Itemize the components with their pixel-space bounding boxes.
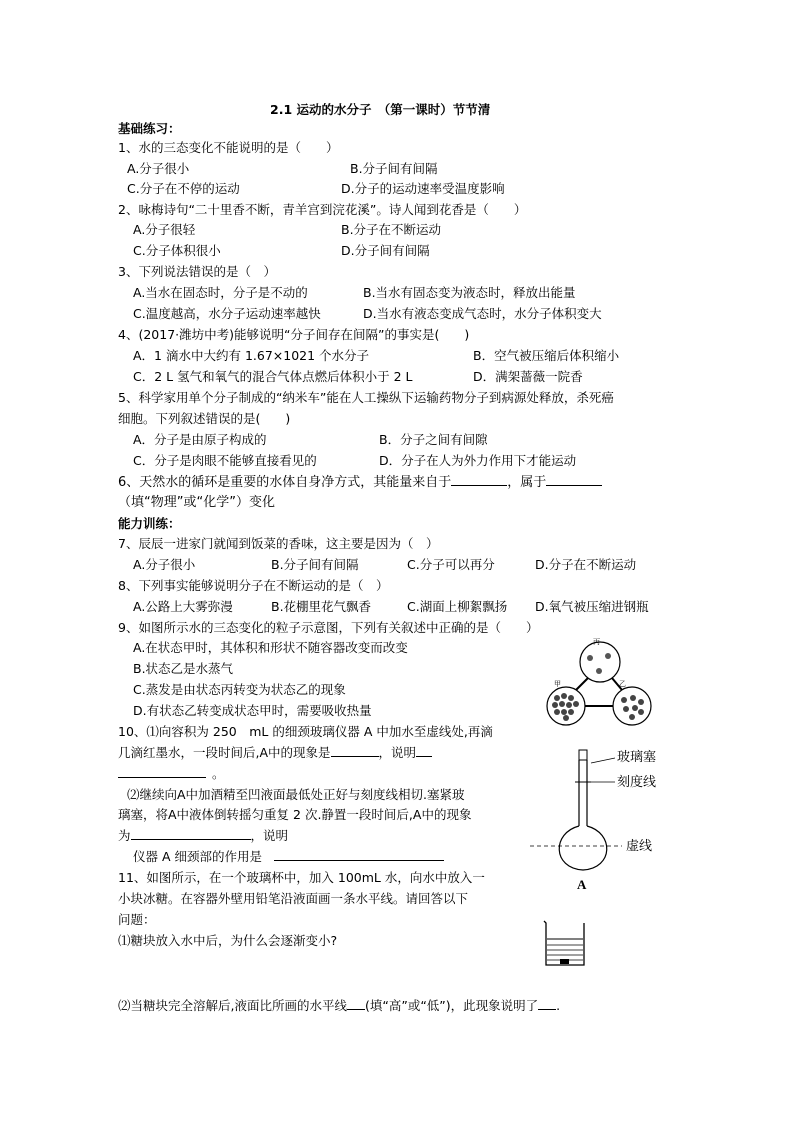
- q1-option-c: C.分子在不停的运动: [127, 181, 240, 196]
- q7-option-a: A.分子很小: [133, 557, 196, 572]
- q2-stem: 2、咏梅诗句“二十里香不断，青羊宫到浣花溪”。诗人闻到花香是（ ）: [118, 202, 527, 217]
- q6-text-2: ，属于: [507, 475, 547, 490]
- q1-stem: 1、水的三态变化不能说明的是（ ）: [118, 140, 339, 155]
- q11-text-2c: .: [556, 998, 561, 1013]
- q9-option-c: C.蒸发是由状态丙转变为状态乙的现象: [133, 682, 346, 697]
- q4-option-b: B．空气被压缩后体积缩小: [473, 348, 620, 363]
- q9-stem: 9、如图所示水的三态变化的粒子示意图，下列有关叙述中正确的是（ ）: [118, 620, 539, 635]
- q9-option-b: B.状态乙是水蒸气: [133, 661, 234, 676]
- fig-label-stopper: 玻璃塞: [617, 750, 657, 765]
- section-basic: 基础练习：: [118, 121, 181, 136]
- q10-line4: ⑵继续向A中加酒精至凹液面最低处正好与刻度线相切.塞紧玻: [127, 787, 465, 802]
- fig-label-scale: 刻度线: [617, 775, 657, 790]
- q7-option-d: D.分子在不断运动: [535, 557, 637, 572]
- q5-option-a: A．分子是由原子构成的: [133, 432, 267, 447]
- q10-blank-explain[interactable]: [416, 744, 432, 757]
- q10-text-3: 。: [212, 766, 225, 781]
- q4-option-d: D．满架蔷薇一院香: [473, 369, 583, 384]
- q10-text-6a: 为: [118, 828, 131, 843]
- fig-label-jia: 甲: [554, 680, 561, 688]
- q11-text-2a: ⑵当糖块完全溶解后,液面比所画的水平线: [118, 998, 347, 1013]
- q6-text-1: 6、天然水的循环是重要的水体自身净方式，其能量来自于: [118, 475, 452, 490]
- q8-option-d: D.氧气被压缩进钢瓶: [535, 599, 649, 614]
- q10-blank-phenomenon[interactable]: [331, 744, 379, 757]
- q5-option-b: B．分子之间有间隙: [379, 432, 488, 447]
- q1-option-b: B.分子间有间隔: [350, 161, 438, 176]
- fig-label-a: A: [577, 877, 587, 892]
- q5-option-d: D．分子在人为外力作用下才能运动: [379, 453, 577, 468]
- q10-blank-phenomenon-2[interactable]: [131, 827, 251, 840]
- q4-option-c: C．2 L 氢气和氧气的混合气体点燃后体积小于 2 L: [133, 369, 413, 384]
- q11-line3: 问题：: [118, 912, 156, 927]
- q3-option-d: D.当水有液态变成气态时，水分子体积变大: [363, 306, 602, 321]
- q2-option-d: D.分子间有间隔: [341, 243, 430, 258]
- fig-label-bing: 丙: [593, 638, 600, 646]
- q8-option-a: A.公路上大雾弥漫: [133, 599, 233, 614]
- q4-option-a: A．1 滴水中大约有 1.67×1021 个水分子: [133, 348, 370, 363]
- q10-text-2a: 几滴红墨水，一段时间后,A中的现象是: [118, 745, 331, 760]
- q11-sub1: ⑴糖块放入水中后，为什么会逐渐变小?: [118, 933, 338, 948]
- q9-option-a: A.在状态甲时，其体积和形状不随容器改变而改变: [133, 640, 408, 655]
- q11-line1: 11、如图所示，在一个玻璃杯中，加入 100mL 水，向水中放入一: [118, 870, 485, 885]
- q9-option-d: D.有状态乙转变成状态甲时，需要吸收热量: [133, 703, 372, 718]
- q10-blank-explain-cont[interactable]: [118, 765, 206, 778]
- q2-option-a: A.分子很轻: [133, 222, 196, 237]
- q8-option-b: B.花棚里花气飘香: [271, 599, 372, 614]
- q5-option-c: C．分子是肉眼不能够直接看见的: [133, 453, 317, 468]
- q5-line1: 5、科学家用单个分子制成的“纳米车”能在人工操纵下运输药物分子到病源处释放，杀死癌: [118, 390, 614, 405]
- beaker-figure: [540, 917, 590, 969]
- q10-blank-neck-role[interactable]: [274, 848, 444, 861]
- q11-line2: 小块冰糖。在容器外壁用铅笔沿液面画一条水平线。请回答以下: [118, 891, 469, 906]
- fig-label-yi: 乙: [619, 680, 626, 688]
- q1-option-d: D.分子的运动速率受温度影响: [341, 181, 505, 196]
- q10-text-7: 仪器 A 细颈部的作用是: [133, 849, 262, 864]
- q3-stem: 3、下列说法错误的是（ ）: [118, 264, 276, 279]
- q10-line1: 10、⑴向容积为 250 mL 的细颈玻璃仪器 A 中加水至虚线处,再滴: [118, 724, 493, 739]
- q2-option-c: C.分子体积很小: [133, 243, 221, 258]
- q10-text-2b: ，说明: [378, 745, 417, 760]
- q3-option-c: C.温度越高，水分子运动速率越快: [133, 306, 321, 321]
- q11-blank-conclusion[interactable]: [538, 997, 556, 1010]
- q3-option-b: B.当水有固态变为液态时，释放出能量: [363, 285, 576, 300]
- q8-stem: 8、下列事实能够说明分子在不断运动的是（ ）: [118, 578, 389, 593]
- q6-line2: （填“物理”或“化学”）变化: [118, 495, 275, 510]
- q10-text-6b: ，说明: [250, 828, 289, 843]
- q8-option-c: C.湖面上柳絮飘扬: [407, 599, 508, 614]
- section-ability: 能力训练：: [118, 516, 181, 531]
- q6-blank-energy[interactable]: [451, 473, 507, 486]
- q2-option-b: B.分子在不断运动: [341, 222, 442, 237]
- q3-option-a: A.当水在固态时，分子是不动的: [133, 285, 308, 300]
- q5-line2: 细胞。下列叙述错误的是( ): [118, 411, 291, 426]
- q10-line5: 璃塞，将A中液体倒转摇匀重复 2 次.静置一段时间后,A中的现象: [118, 807, 472, 822]
- q7-stem: 7、辰辰一进家门就闻到饭菜的香味，这主要是因为（ ）: [118, 536, 439, 551]
- fig-label-dashed: 虚线: [626, 839, 653, 854]
- q7-option-b: B.分子间有间隔: [271, 557, 359, 572]
- page-title: 2.1 运动的水分子 （第一课时）节节清: [270, 102, 491, 117]
- q4-stem: 4、(2017·潍坊中考)能够说明“分子间存在间隔”的事实是( ): [118, 327, 470, 342]
- q7-option-c: C.分子可以再分: [407, 557, 495, 572]
- q11-blank-level[interactable]: [347, 997, 365, 1010]
- q6-blank-type[interactable]: [546, 473, 602, 486]
- q1-option-a: A.分子很小: [127, 161, 190, 176]
- q11-text-2b: (填“高”或“低”)，此现象说明了: [364, 998, 539, 1013]
